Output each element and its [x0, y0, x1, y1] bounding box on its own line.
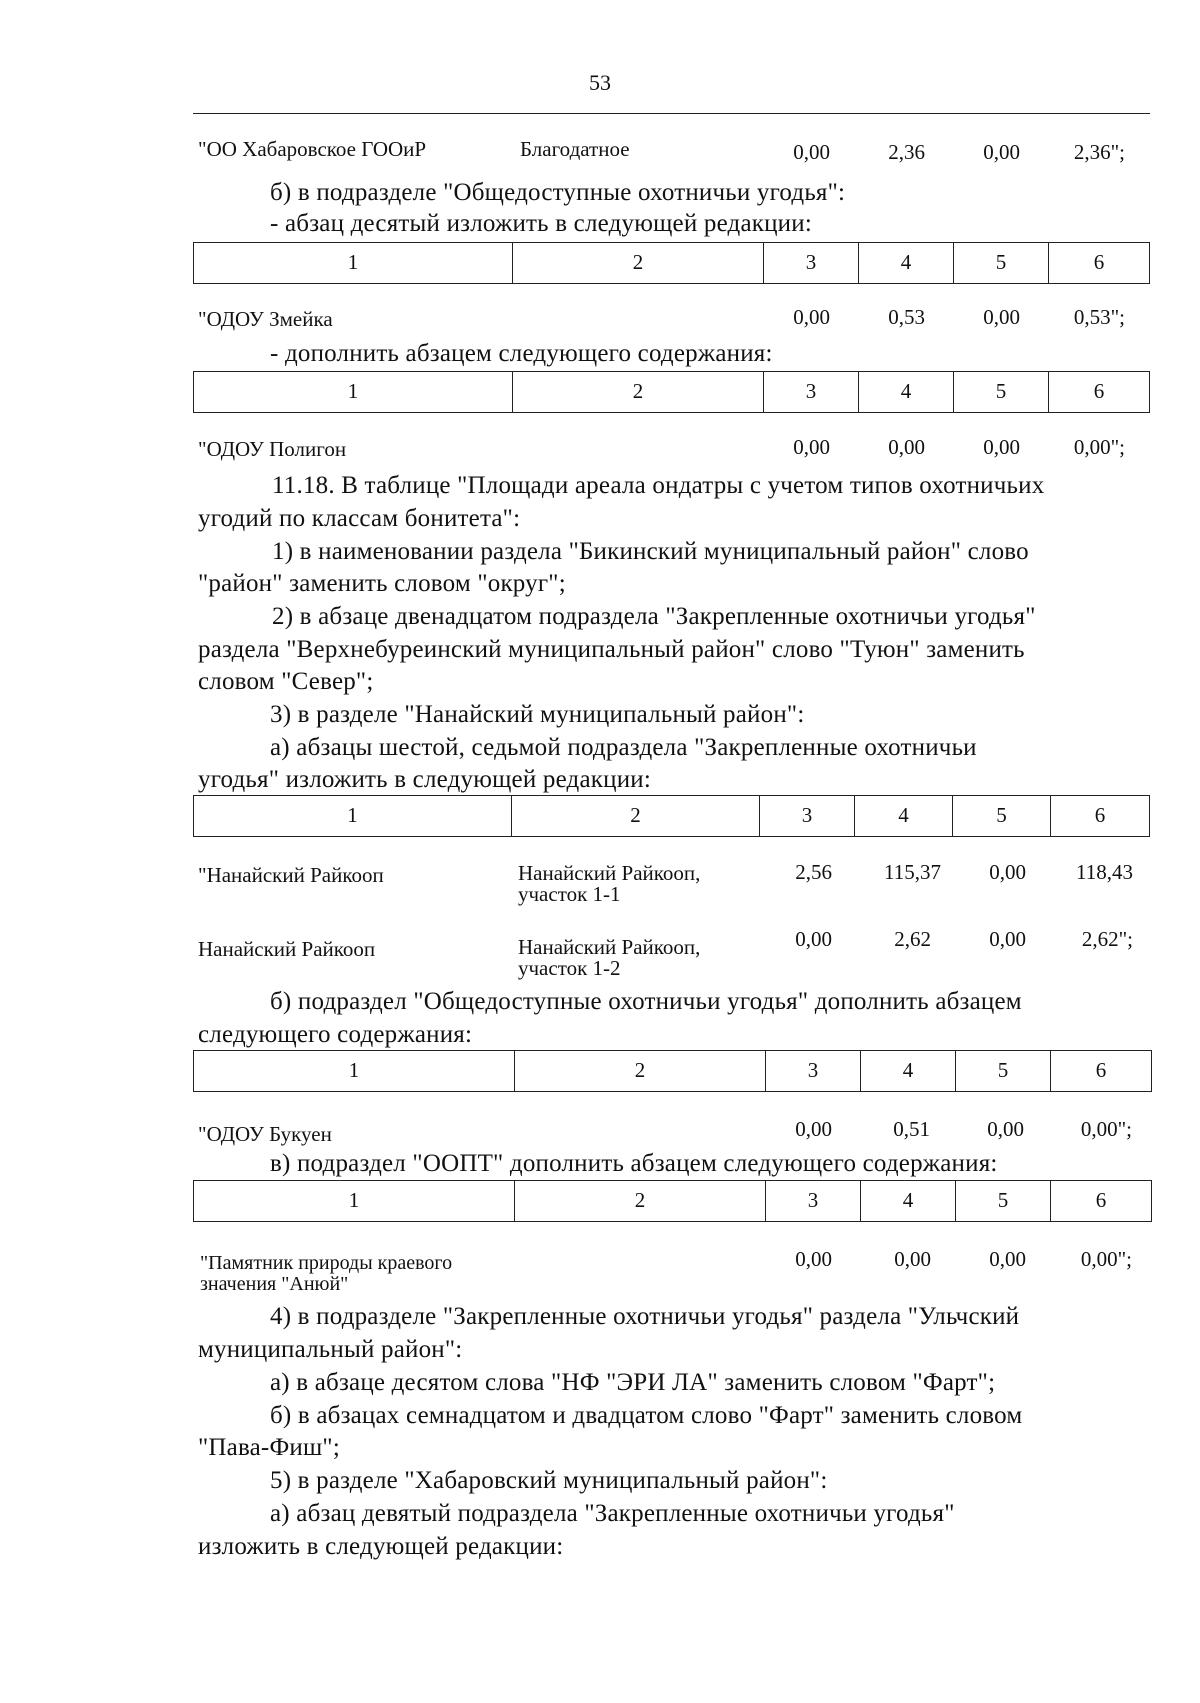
header-cell: 5 — [956, 1051, 1051, 1091]
para-1-l2: "район" заменить словом "округ"; — [198, 570, 566, 597]
row-bukuen-v4: 0,51 — [893, 1117, 930, 1141]
row-nan2-v4: 2,62 — [894, 927, 931, 951]
header-cell: 5 — [953, 796, 1051, 836]
para-4b-l1: б) в абзацах семнадцатом и двадцатом слово "Фарт" заменить словом — [270, 1402, 1023, 1429]
para-1118-l2: угодий по классам бонитета": — [198, 505, 521, 532]
header-cell: 1 — [194, 1051, 515, 1091]
row-nan1-col1: "Нанайский Райкооп — [198, 863, 384, 887]
header-cell: 1 — [194, 1181, 515, 1221]
row-nan2-col1: Нанайский Райкооп — [198, 937, 376, 961]
header-cell: 6 — [1095, 1058, 1107, 1082]
row-bukuen-col1: "ОДОУ Букуен — [198, 1122, 332, 1146]
row-zmeyka-v4: 0,53 — [888, 305, 925, 329]
row-nan1-v6: 118,43 — [1076, 860, 1133, 884]
para-b2: - абзац десятый изложить в следующей редакции: — [270, 210, 812, 237]
para-1118-l1: 11.18. В таблице "Площади ареала ондатры с учетом типов охотничьих — [272, 472, 1045, 499]
row-anyui-v6: 0,00"; — [1080, 1247, 1132, 1271]
header-cell: 3 — [760, 796, 855, 836]
row-hab-v5: 0,00 — [983, 140, 1020, 164]
row-hab-v6: 2,36"; — [1073, 140, 1125, 164]
row-nan2-v6: 2,62"; — [1081, 927, 1133, 951]
header-cell: 6 — [1094, 803, 1106, 827]
header-cell: 4 — [859, 372, 954, 412]
header-table — [193, 1180, 1152, 1222]
row-nan1-v4: 115,37 — [884, 860, 941, 884]
page-number: 53 — [589, 70, 611, 95]
header-cell: 2 — [512, 796, 760, 836]
para-add-1: - дополнить абзацем следующего содержания: — [270, 340, 773, 367]
para-3a-l1: а) абзацы шестой, седьмой подраздела "Закрепленные охотничьи — [270, 734, 977, 761]
header-cell: 3 — [766, 1181, 861, 1221]
header-cell: 6 — [1095, 1188, 1107, 1212]
para-4-l2: муниципальный район": — [198, 1336, 463, 1363]
header-cell: 6 — [1093, 250, 1105, 274]
para-3b-l1: б) подраздел "Общедоступные охотничьи угодья" дополнить абзацем — [270, 988, 1022, 1015]
row-anyui-v3: 0,00 — [795, 1247, 832, 1271]
para-4a: а) в абзаце десятом слова "НФ "ЭРИ ЛА" заменить словом "Фарт"; — [270, 1369, 996, 1396]
row-hab-col1: "ОО Хабаровское ГООиР — [198, 137, 427, 161]
row-anyui-col1-l2: значения "Анюй" — [200, 1273, 349, 1295]
header-cell: 4 — [861, 1051, 956, 1091]
row-poligon-v5: 0,00 — [983, 435, 1020, 459]
row-nan1-v3: 2,56 — [795, 860, 832, 884]
header-cell: 1 — [194, 796, 512, 836]
header-table — [193, 242, 1150, 284]
para-4-l1: 4) в подразделе "Закрепленные охотничьи угодья" раздела "Ульчский — [270, 1303, 1020, 1330]
header-cell: 2 — [515, 1181, 766, 1221]
header-cell: 5 — [954, 372, 1049, 412]
para-2-l3: словом "Север"; — [198, 668, 374, 695]
para-5a-l1: а) абзац девятый подраздела "Закрепленные охотничьи угодья" — [270, 1500, 955, 1527]
header-cell: 5 — [954, 243, 1049, 283]
row-zmeyka-col1: "ОДОУ Змейка — [198, 307, 333, 331]
row-hab-col2: Благодатное — [520, 137, 630, 161]
row-anyui-v5: 0,00 — [989, 1247, 1026, 1271]
row-nan2-col2-l1: Нанайский Райкооп, — [518, 935, 701, 959]
header-table — [193, 1050, 1152, 1092]
row-poligon-v3: 0,00 — [793, 435, 830, 459]
row-zmeyka-v3: 0,00 — [793, 305, 830, 329]
para-3v: в) подраздел "ООПТ" дополнить абзацем следующего содержания: — [270, 1150, 998, 1177]
row-hab-v4: 2,36 — [888, 140, 925, 164]
row-nan2-v3: 0,00 — [795, 927, 832, 951]
header-cell: 6 — [1093, 379, 1105, 403]
para-b1: б) в подразделе "Общедоступные охотничьи угодья": — [270, 179, 846, 206]
header-table — [193, 795, 1150, 837]
para-3b-l2: следующего содержания: — [198, 1021, 473, 1048]
row-zmeyka-v6: 0,53"; — [1073, 305, 1125, 329]
row-nan1-col2-l2: участок 1-1 — [518, 882, 621, 906]
row-zmeyka-v5: 0,00 — [983, 305, 1020, 329]
header-cell: 4 — [859, 243, 954, 283]
header-cell: 3 — [766, 1051, 861, 1091]
para-3a-l2: угодья" изложить в следующей редакции: — [198, 766, 651, 793]
para-2-l1: 2) в абзаце двенадцатом подраздела "Закрепленные охотничьи угодья" — [272, 603, 1036, 630]
header-cell: 2 — [515, 1051, 766, 1091]
header-cell: 3 — [764, 243, 859, 283]
row-nan2-col2-l2: участок 1-2 — [518, 956, 621, 980]
row-bukuen-v5: 0,00 — [987, 1117, 1024, 1141]
header-cell: 4 — [855, 796, 953, 836]
row-hab-v3: 0,00 — [793, 140, 830, 164]
row-nan1-col2-l1: Нанайский Райкооп, — [518, 861, 701, 885]
para-1-l1: 1) в наименовании раздела "Бикинский муниципальный район" слово — [272, 538, 1029, 565]
top-rule — [193, 113, 1150, 114]
para-3: 3) в разделе "Нанайский муниципальный район": — [270, 701, 805, 728]
header-cell: 3 — [764, 372, 859, 412]
row-nan1-v5: 0,00 — [989, 860, 1026, 884]
para-5a-l2: изложить в следующей редакции: — [198, 1533, 564, 1560]
para-2-l2: раздела "Верхнебуреинский муниципальный район" слово "Туюн" заменить — [198, 636, 1025, 663]
row-poligon-v6: 0,00"; — [1073, 435, 1125, 459]
row-poligon-col1: "ОДОУ Полигон — [198, 437, 347, 461]
para-4b-l2: "Пава-Фиш"; — [198, 1434, 340, 1461]
header-cell: 1 — [194, 372, 513, 412]
header-cell: 1 — [194, 243, 513, 283]
para-5: 5) в разделе "Хабаровский муниципальный район": — [270, 1467, 828, 1494]
row-anyui-col1-l1: "Памятник природы краевого — [200, 1252, 453, 1274]
header-cell: 2 — [513, 372, 764, 412]
header-cell: 5 — [956, 1181, 1051, 1221]
row-bukuen-v3: 0,00 — [795, 1117, 832, 1141]
header-cell: 2 — [513, 243, 764, 283]
row-poligon-v4: 0,00 — [888, 435, 925, 459]
row-nan2-v5: 0,00 — [989, 927, 1026, 951]
header-table — [193, 371, 1150, 413]
row-bukuen-v6: 0,00"; — [1080, 1117, 1132, 1141]
row-anyui-v4: 0,00 — [894, 1247, 931, 1271]
header-cell: 4 — [861, 1181, 956, 1221]
